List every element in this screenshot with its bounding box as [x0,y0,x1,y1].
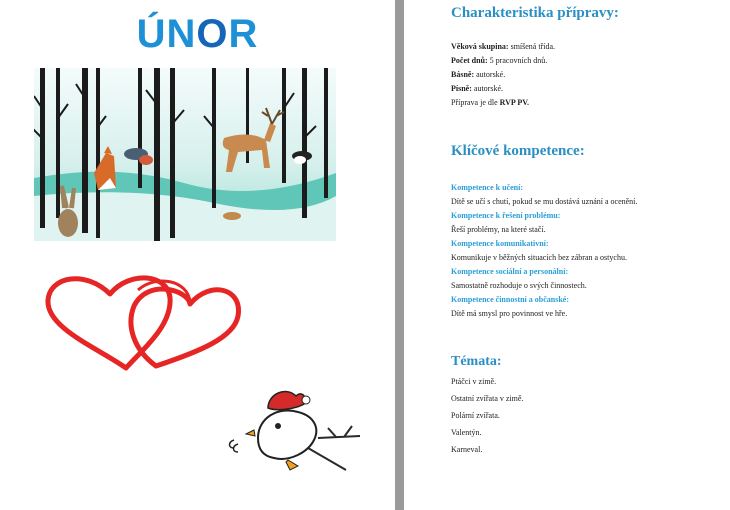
page-title: ÚNOR [136,12,259,56]
competence-heading-civic: Kompetence činnostní a občanské: [451,295,569,304]
chipmunk-figure [223,212,241,220]
page-gutter [395,0,404,510]
section-heading-characteristics: Charakteristika přípravy: [451,5,619,21]
competence-text-civic: Dítě má smysl pro povinnost ve hře. [451,309,568,318]
char-line-poems: Básně: autorské. [451,70,506,79]
hearts-illustration [38,268,243,378]
char-line-days: Počet dnů: 5 pracovních dnů. [451,56,548,65]
competence-text-learning: Dítě se učí s chutí, pokud se mu dostává uznání a ocenění. [451,197,638,206]
competence-heading-problem: Kompetence k řešení problému: [451,211,561,220]
section-heading-topics: Témata: [451,354,502,369]
topic-item: Karneval. [451,445,483,454]
competence-heading-learning: Kompetence k učení: [451,183,523,192]
topic-item: Ptáčci v zimě. [451,377,497,386]
topic-item: Polární zvířata. [451,411,500,420]
char-line-age: Věková skupina: smíšená třída. [451,42,556,51]
competence-text-social: Samostatně rozhoduje o svých činnostech. [451,281,587,290]
competence-heading-social: Kompetence sociální a personální: [451,267,569,276]
competence-heading-communication: Kompetence komunikativní: [451,239,549,248]
topic-item: Ostatní zvířata v zimě. [451,394,524,403]
christmas-bird-illustration [228,378,363,473]
competence-text-communication: Komunikuje v běžných situacích bez zábran a ostychu. [451,253,627,262]
topic-item: Valentýn. [451,428,482,437]
char-line-rvp: Příprava je dle RVP PV. [451,98,530,107]
char-line-songs: Písně: autorské. [451,84,503,93]
winter-forest-illustration [34,68,336,241]
competence-text-problem: Řeší problémy, na které stačí. [451,225,546,234]
section-heading-competences: Klíčové kompetence: [451,143,585,159]
